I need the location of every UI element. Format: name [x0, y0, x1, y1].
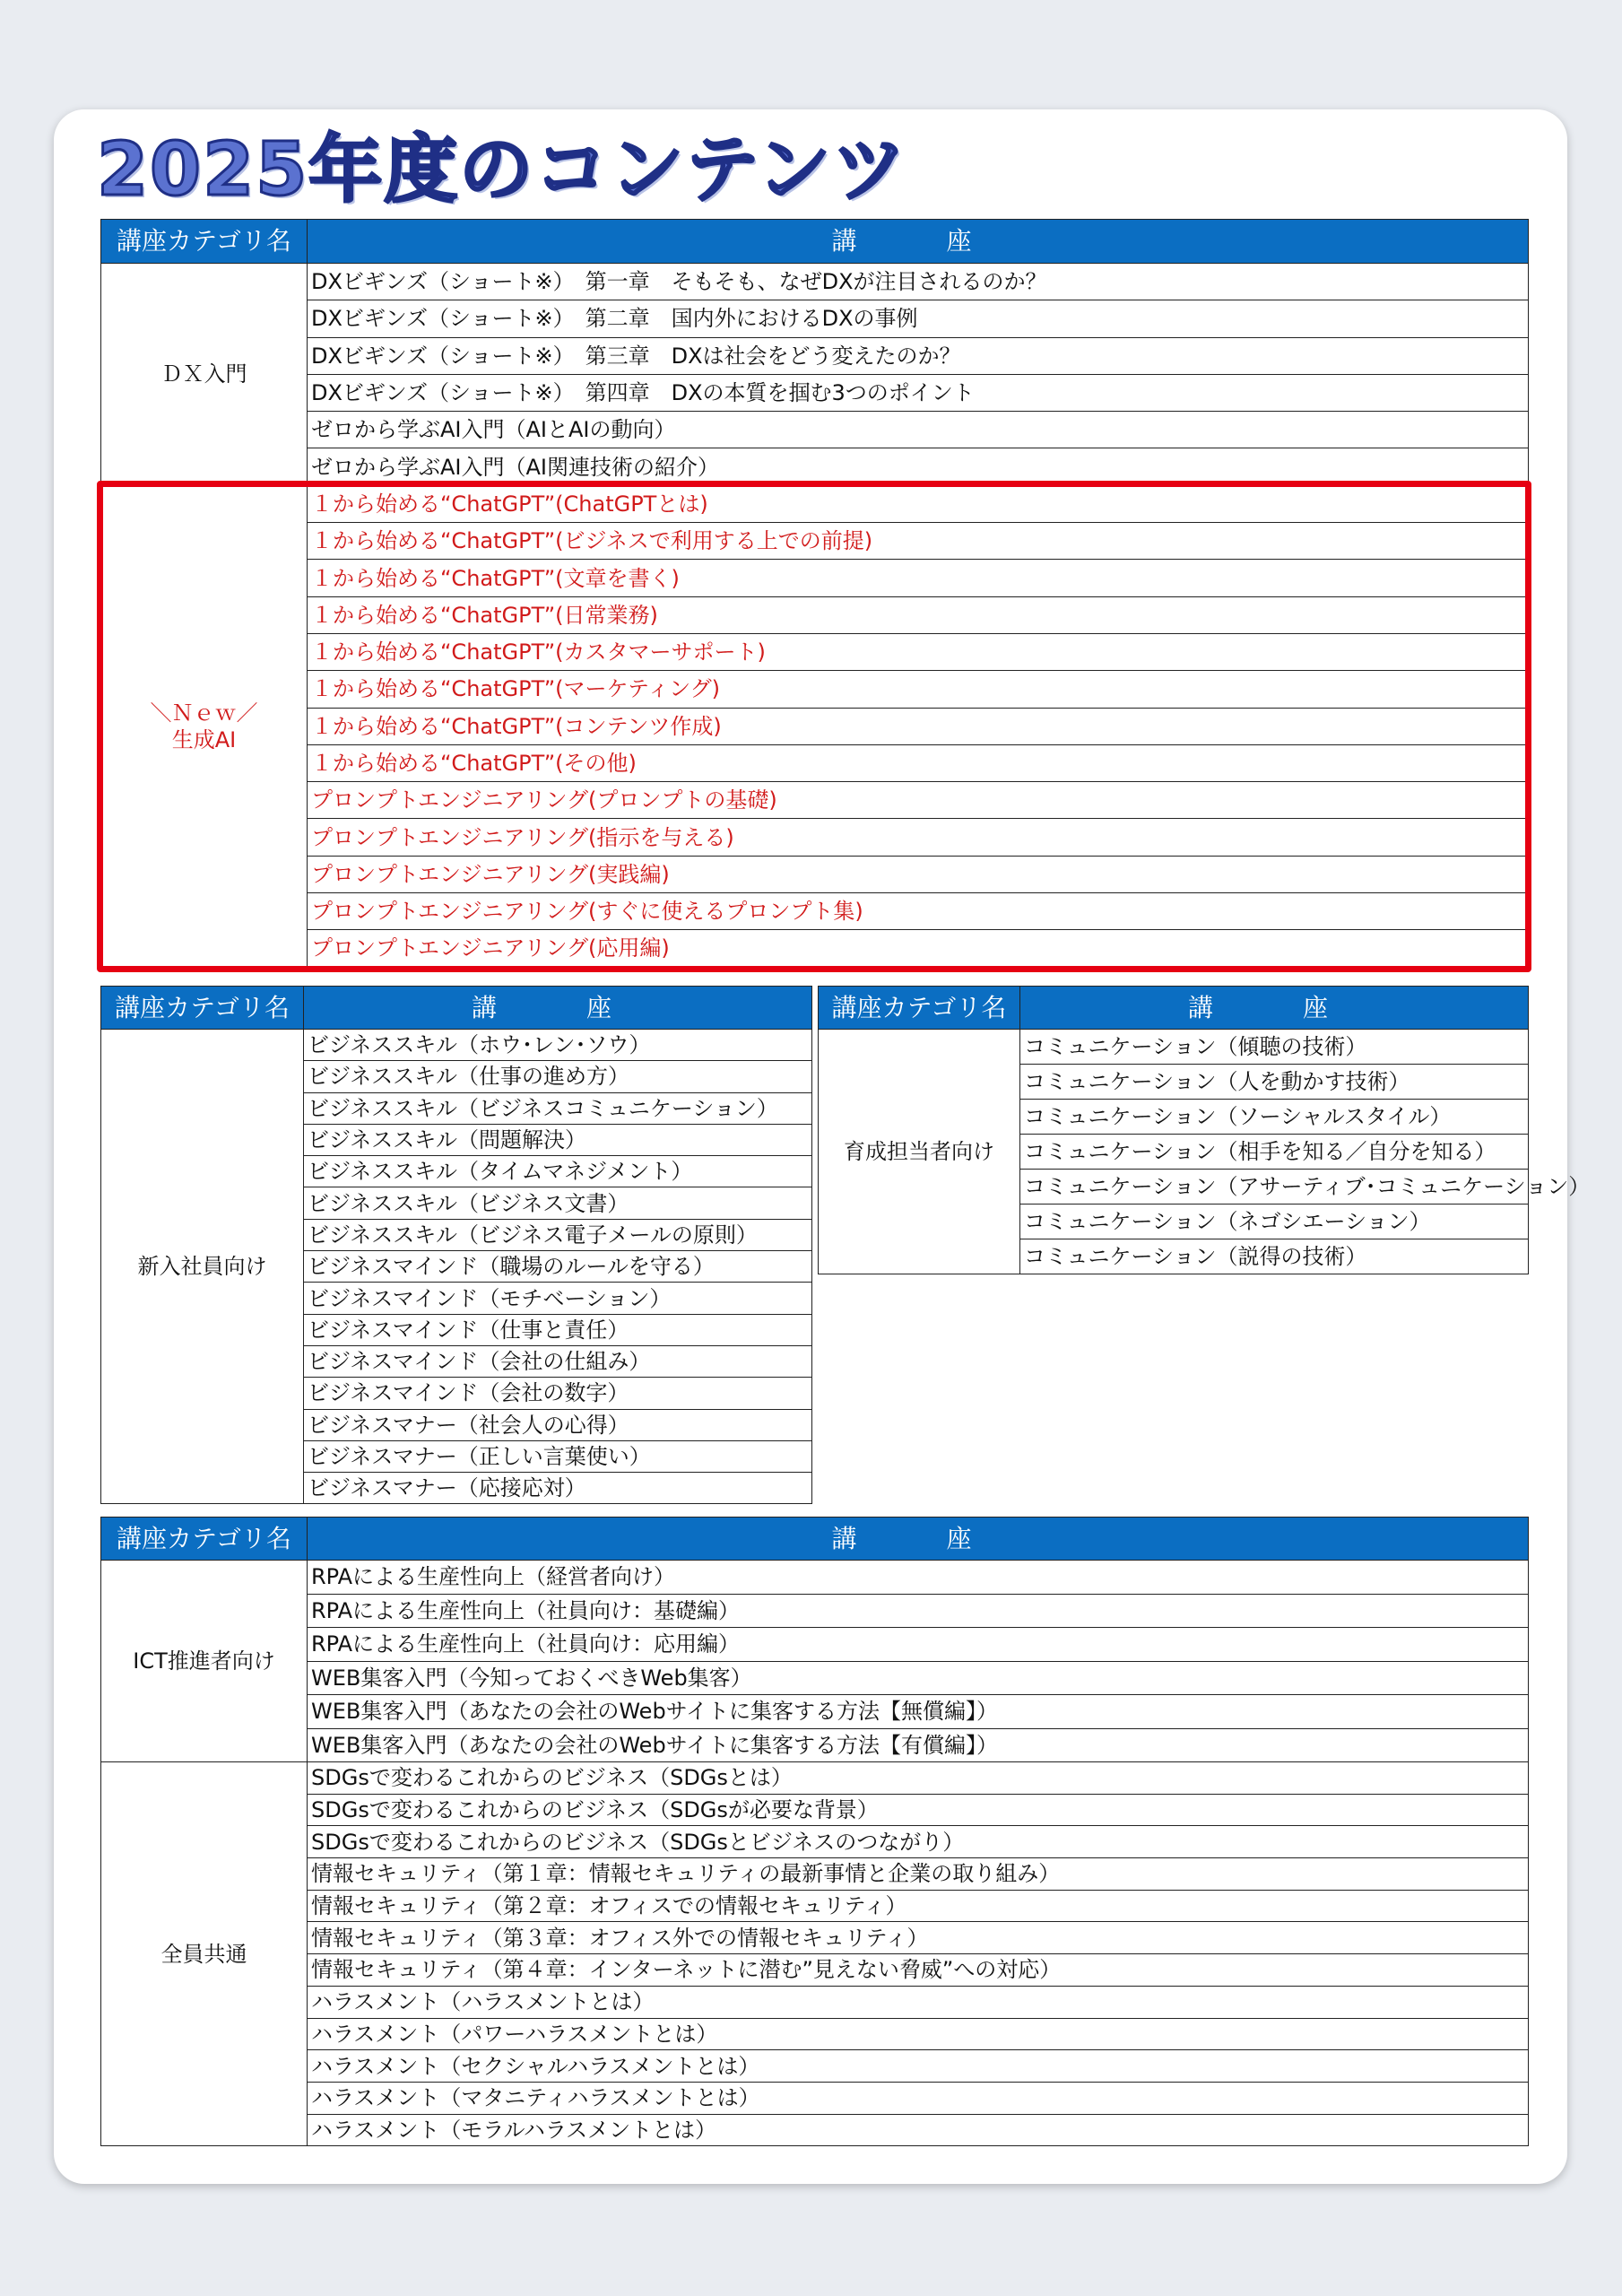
course-cell: RPAによる生産性向上（経営者向け）: [308, 1561, 1529, 1595]
course-cell: １から始める“ChatGPT”(マーケティング): [308, 671, 1529, 708]
table-row: [101, 1858, 1529, 1891]
course-cell: ビジネススキル（ビジネス文書）: [304, 1187, 812, 1219]
table-row: [101, 1922, 1529, 1954]
course-cell: SDGsで変わるこれからのビジネス（SDGsとは）: [308, 1762, 1529, 1795]
course-cell: １から始める“ChatGPT”(その他): [308, 744, 1529, 781]
table-row: [101, 819, 1529, 856]
course-cell: DXビギンズ（ショート※） 第三章 DXは社会をどう変えたのか？: [308, 337, 1529, 374]
category-cell: ＤＸ入門: [101, 264, 308, 486]
course-cell: WEB集客入門（あなたの会社のWebサイトに集客する方法【有償編】）: [308, 1728, 1529, 1762]
course-cell: 情報セキュリティ（第４章：インターネットに潜む”見えない脅威”への対応）: [308, 1954, 1529, 1987]
course-cell: ハラスメント（パワーハラスメントとは）: [308, 2018, 1529, 2050]
course-cell: プロンプトエンジニアリング(実践編): [308, 856, 1529, 892]
course-cell: コミュニケーション（傾聴の技術）: [1020, 1030, 1529, 1065]
course-cell: WEB集客入門（今知っておくべきWeb集客）: [308, 1661, 1529, 1695]
course-cell: ビジネススキル（問題解決）: [304, 1124, 812, 1155]
course-cell: ビジネスマインド（職場のルールを守る）: [304, 1251, 812, 1283]
table-row: [101, 1628, 1529, 1662]
table-row: [101, 300, 1529, 337]
course-header: 講 座: [308, 220, 1529, 264]
table-row: [101, 893, 1529, 930]
course-header: 講 座: [308, 1518, 1529, 1561]
table-row: [101, 1661, 1529, 1695]
course-cell: SDGsで変わるこれからのビジネス（SDGsとビジネスのつながり）: [308, 1826, 1529, 1858]
table-dx-ai: [100, 219, 1529, 968]
table-row: [101, 708, 1529, 744]
course-cell: ビジネススキル（仕事の進め方）: [304, 1061, 812, 1092]
course-cell: ビジネスマインド（会社の仕組み）: [304, 1345, 812, 1377]
course-cell: １から始める“ChatGPT”(文章を書く): [308, 560, 1529, 596]
table-row: [101, 523, 1529, 560]
table-row: [101, 1826, 1529, 1858]
table-row: [101, 1695, 1529, 1729]
course-cell: 情報セキュリティ（第３章：オフィス外での情報セキュリティ）: [308, 1922, 1529, 1954]
category-cell: ＼Ｎｅｗ／ 生成AI: [101, 485, 308, 967]
course-cell: ビジネススキル（ホウ･レン･ソウ）: [304, 1030, 812, 1061]
table-row: [101, 264, 1529, 300]
course-cell: １から始める“ChatGPT”(ビジネスで利用する上での前提): [308, 523, 1529, 560]
category-cell: 育成担当者向け: [819, 1030, 1020, 1274]
table-row: [101, 1030, 812, 1061]
course-header: 講 座: [1020, 987, 1529, 1030]
course-cell: １から始める“ChatGPT”(コンテンツ作成): [308, 708, 1529, 744]
table-row: [101, 744, 1529, 781]
table-row: [101, 1890, 1529, 1922]
table-row: [101, 2050, 1529, 2083]
category-cell: ICT推進者向け: [101, 1561, 308, 1762]
table-row: [101, 2082, 1529, 2114]
table-trainers: [818, 986, 1591, 1274]
table-row: [101, 1762, 1529, 1795]
table-row: [101, 782, 1529, 819]
table-row: [101, 2018, 1529, 2050]
table-row: [101, 930, 1529, 967]
course-cell: ビジネスマインド（会社の数字）: [304, 1378, 812, 1409]
course-cell: ハラスメント（モラルハラスメントとは）: [308, 2114, 1529, 2146]
course-cell: ハラスメント（マタニティハラスメントとは）: [308, 2082, 1529, 2114]
course-cell: RPAによる生産性向上（社員向け：基礎編）: [308, 1594, 1529, 1628]
table-row: [101, 485, 1529, 522]
course-cell: ビジネススキル（ビジネスコミュニケーション）: [304, 1092, 812, 1124]
course-cell: １から始める“ChatGPT”(カスタマーサポート): [308, 633, 1529, 670]
table-row: [101, 1594, 1529, 1628]
course-cell: DXビギンズ（ショート※） 第四章 DXの本質を掴む3つのポイント: [308, 374, 1529, 411]
table-row: [101, 337, 1529, 374]
course-cell: ハラスメント（セクシャルハラスメントとは）: [308, 2050, 1529, 2083]
course-cell: ゼロから学ぶAI入門（AIとAIの動向）: [308, 412, 1529, 448]
page-title: 2025年度のコンテンツ: [97, 127, 908, 213]
course-cell: プロンプトエンジニアリング(応用編): [308, 930, 1529, 967]
course-cell: ビジネスマインド（仕事と責任）: [304, 1314, 812, 1345]
course-cell: ビジネスマナー（正しい言葉使い）: [304, 1440, 812, 1472]
course-cell: コミュニケーション（アサーティブ･コミュニケーション）: [1020, 1170, 1529, 1205]
table-row: [101, 1728, 1529, 1762]
table-new-employees: [100, 986, 812, 1504]
course-cell: プロンプトエンジニアリング(すぐに使えるプロンプト集): [308, 893, 1529, 930]
table-row: [101, 1954, 1529, 1987]
course-cell: コミュニケーション（ソーシャルスタイル）: [1020, 1100, 1529, 1135]
table-row: [101, 596, 1529, 633]
category-header: 講座カテゴリ名: [819, 987, 1020, 1030]
course-cell: DXビギンズ（ショート※） 第一章 そもそも、なぜDXが注目されるのか？: [308, 264, 1529, 300]
table-row: [101, 560, 1529, 596]
table-row: [101, 633, 1529, 670]
table-row: [101, 1794, 1529, 1826]
course-cell: RPAによる生産性向上（社員向け：応用編）: [308, 1628, 1529, 1662]
category-cell: 全員共通: [101, 1762, 308, 2146]
course-cell: 情報セキュリティ（第１章：情報セキュリティの最新事情と企業の取り組み）: [308, 1858, 1529, 1891]
table-row: [101, 374, 1529, 411]
course-cell: ビジネスマナー（社会人の心得）: [304, 1409, 812, 1440]
course-cell: １から始める“ChatGPT”(ChatGPTとは): [308, 485, 1529, 522]
table-row: [101, 412, 1529, 448]
course-cell: SDGsで変わるこれからのビジネス（SDGsが必要な背景）: [308, 1794, 1529, 1826]
table-row: [101, 1561, 1529, 1595]
table-row: [101, 2114, 1529, 2146]
category-cell: 新入社員向け: [101, 1030, 304, 1504]
table-ict-common: [100, 1517, 1529, 2146]
course-cell: ゼロから学ぶAI入門（AI関連技術の紹介）: [308, 448, 1529, 485]
course-cell: プロンプトエンジニアリング(指示を与える): [308, 819, 1529, 856]
course-cell: 情報セキュリティ（第２章：オフィスでの情報セキュリティ）: [308, 1890, 1529, 1922]
course-cell: ビジネススキル（タイムマネジメント）: [304, 1156, 812, 1187]
category-header: 講座カテゴリ名: [101, 1518, 308, 1561]
category-header: 講座カテゴリ名: [101, 220, 308, 264]
course-cell: ハラスメント（ハラスメントとは）: [308, 1986, 1529, 2018]
course-header: 講 座: [304, 987, 812, 1030]
course-cell: コミュニケーション（ネゴシエーション）: [1020, 1205, 1529, 1239]
course-cell: コミュニケーション（説得の技術）: [1020, 1239, 1529, 1274]
course-cell: WEB集客入門（あなたの会社のWebサイトに集客する方法【無償編】）: [308, 1695, 1529, 1729]
course-cell: DXビギンズ（ショート※） 第二章 国内外におけるDXの事例: [308, 300, 1529, 337]
course-cell: コミュニケーション（相手を知る／自分を知る）: [1020, 1135, 1529, 1170]
table-row: [101, 671, 1529, 708]
table-row: [819, 1030, 1529, 1065]
course-cell: ビジネスマナー（応接応対）: [304, 1473, 812, 1504]
table-row: [101, 856, 1529, 892]
course-cell: １から始める“ChatGPT”(日常業務): [308, 596, 1529, 633]
course-cell: ビジネスマインド（モチベーション）: [304, 1283, 812, 1314]
course-cell: コミュニケーション（人を動かす技術）: [1020, 1065, 1529, 1100]
table-row: [101, 448, 1529, 485]
course-cell: ビジネススキル（ビジネス電子メールの原則）: [304, 1219, 812, 1250]
table-row: [101, 1986, 1529, 2018]
course-cell: プロンプトエンジニアリング(プロンプトの基礎): [308, 782, 1529, 819]
category-header: 講座カテゴリ名: [101, 987, 304, 1030]
